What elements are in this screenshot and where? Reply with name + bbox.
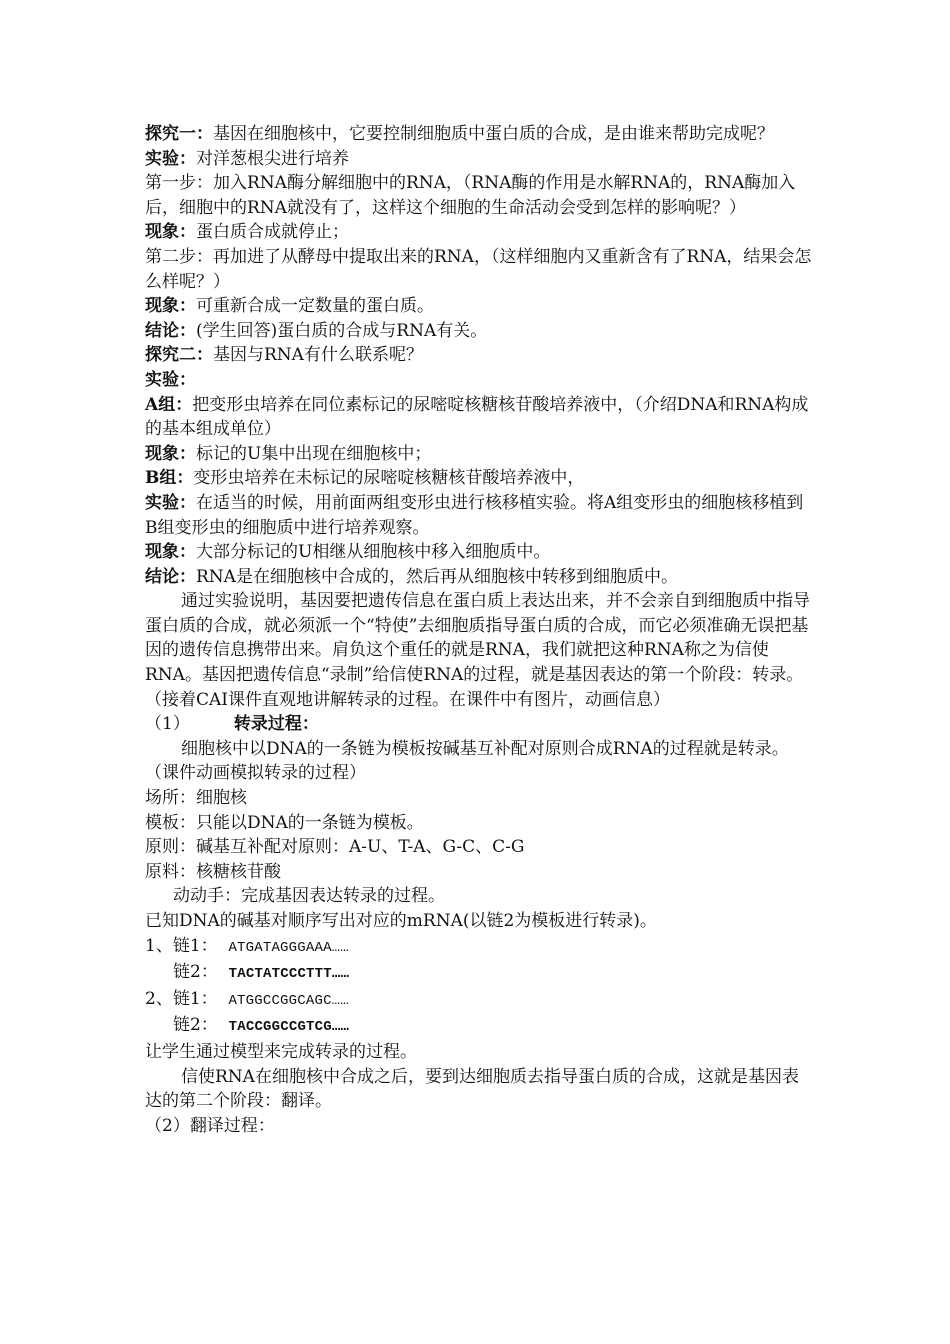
heading-label: 实验： <box>145 492 196 513</box>
heading-label: 结论： <box>145 320 196 341</box>
text: 蛋白质合成就停止； <box>196 222 349 243</box>
sequence-1-strand-2 <box>145 960 815 987</box>
heading-label: 现象： <box>145 542 196 563</box>
conclusion-2 <box>145 565 815 590</box>
text: 把变形虫培养在同位素标记的尿嘧啶核糖核苷酸培养液中，（介绍DNA和RNA构成的基本组成单位） <box>145 394 809 440</box>
heading-label: 探究一： <box>145 124 213 144</box>
phenomenon-1 <box>145 220 815 245</box>
experiment-3 <box>145 491 815 540</box>
phenomenon-3 <box>145 442 815 467</box>
heading-label: 探究二： <box>145 345 213 366</box>
translation-intro: 信使RNA在细胞核中合成之后，要到达细胞质去指导蛋白质的合成，这就是基因表达的第二个阶段：翻译。 <box>145 1066 799 1112</box>
strand-label: 2、链1： <box>145 988 218 1009</box>
principle-line: 原则：碱基互补配对原则：A-U、T-A、G-C、C-G <box>145 837 525 858</box>
step-two <box>145 245 815 294</box>
text: 基因与RNA有什么联系呢？ <box>213 345 423 366</box>
heading-label: 实验： <box>145 369 196 390</box>
step-one <box>145 171 815 220</box>
text: 大部分标记的U相继从细胞核中移入细胞质中。 <box>196 542 551 563</box>
strand-label: 链2： <box>173 1015 218 1036</box>
text: 在适当的时候，用前面两组变形虫进行核移植实验。将A组变形虫的细胞核移植到B组变形虫的细胞质中进行培养观察。 <box>145 492 804 538</box>
heading-label: 结论： <box>145 566 196 587</box>
inquiry-two <box>145 343 815 368</box>
cai-note: （接着CAI课件直观地讲解转录的过程。在课件中有图片，动画信息） <box>145 689 670 710</box>
material-line: 原料：核糖核苷酸 <box>145 861 281 882</box>
strand-label: 1、链1： <box>145 935 218 956</box>
sequence-2-strand-1 <box>145 987 815 1014</box>
heading-label: 现象： <box>145 443 196 464</box>
site-line: 场所：细胞核 <box>145 788 247 809</box>
group-b <box>145 466 815 491</box>
text: 对洋葱根尖进行培养 <box>196 148 349 169</box>
document-body <box>145 122 815 1138</box>
section-translation: （2）翻译过程： <box>145 1115 275 1136</box>
explanation-paragraph: 通过实验说明，基因要把遗传信息在蛋白质上表达出来，并不会亲自到细胞质中指导蛋白质的合成，就必须派一个“特使”去细胞质指导蛋白质的合成，而它必须准确无误把基因的遗传信息携带出来。肩负这个重任的就是RNA，我们就把这种RNA称之为信使RNA。基因把遗传信息“录制”给信使RNA的过程，就是基因表达的第一个阶段：转录。 <box>145 591 810 686</box>
heading-label: B组： <box>145 468 194 489</box>
section-title: 转录过程： <box>233 714 319 735</box>
hands-on-line: 动动手：完成基因表达转录的过程。 <box>173 886 445 907</box>
dna-sequence: ATGATAGGGAAA…… <box>228 939 349 956</box>
section-number: （1） <box>145 714 190 735</box>
inquiry-one <box>145 122 815 147</box>
model-activity-line: 让学生通过模型来完成转录的过程。 <box>145 1041 417 1062</box>
text: 基因在细胞核中，它要控制细胞质中蛋白质的合成，是由谁来帮助完成呢？ <box>213 124 774 144</box>
template-line: 模板：只能以DNA的一条链为模板。 <box>145 812 424 833</box>
text: 变形虫培养在未标记的尿嘧啶核糖核苷酸培养液中， <box>193 468 585 489</box>
heading-label: 现象： <box>145 296 196 317</box>
text: RNA是在细胞核中合成的，然后再从细胞核中转移到细胞质中。 <box>196 566 678 587</box>
text: (学生回答)蛋白质的合成与RNA有关。 <box>196 320 488 341</box>
transcription-definition: 细胞核中以DNA的一条链为模板按碱基互补配对原则合成RNA的过程就是转录。 （课件动画模拟转录的过程） <box>145 738 789 784</box>
text: 标记的U集中出现在细胞核中； <box>196 443 432 464</box>
dna-sequence: TACCGGCCGTCG…… <box>228 1019 350 1036</box>
phenomenon-4 <box>145 540 815 565</box>
heading-label: 实验： <box>145 148 196 169</box>
exercise-instruction: 已知DNA的碱基对顺序写出对应的mRNA(以链2为模板进行转录)。 <box>145 911 657 931</box>
experiment-2 <box>145 368 815 393</box>
experiment-1 <box>145 147 815 172</box>
dna-sequence: ATGGCCGGCAGC…… <box>228 992 349 1009</box>
sequence-2-strand-2 <box>145 1013 815 1040</box>
phenomenon-2 <box>145 294 815 319</box>
text: 可重新合成一定数量的蛋白质。 <box>196 296 434 317</box>
sequence-1-strand-1 <box>145 934 815 961</box>
strand-label: 链2： <box>173 962 218 983</box>
text: 第二步：再加进了从酵母中提取出来的RNA，（这样细胞内又重新含有了RNA，结果会怎么样呢？） <box>145 246 812 292</box>
text: 第一步：加入RNA酶分解细胞中的RNA，（RNA酶的作用是水解RNA的，RNA酶加入后，细胞中的RNA就没有了，这样这个细胞的生命活动会受到怎样的影响呢？） <box>145 173 796 218</box>
heading-label: A组： <box>145 394 193 415</box>
heading-label: 现象： <box>145 222 196 243</box>
dna-sequence: TACTATCCCTTT…… <box>228 966 350 983</box>
group-a <box>145 393 815 442</box>
section-transcription <box>145 712 815 737</box>
conclusion-1 <box>145 319 815 344</box>
